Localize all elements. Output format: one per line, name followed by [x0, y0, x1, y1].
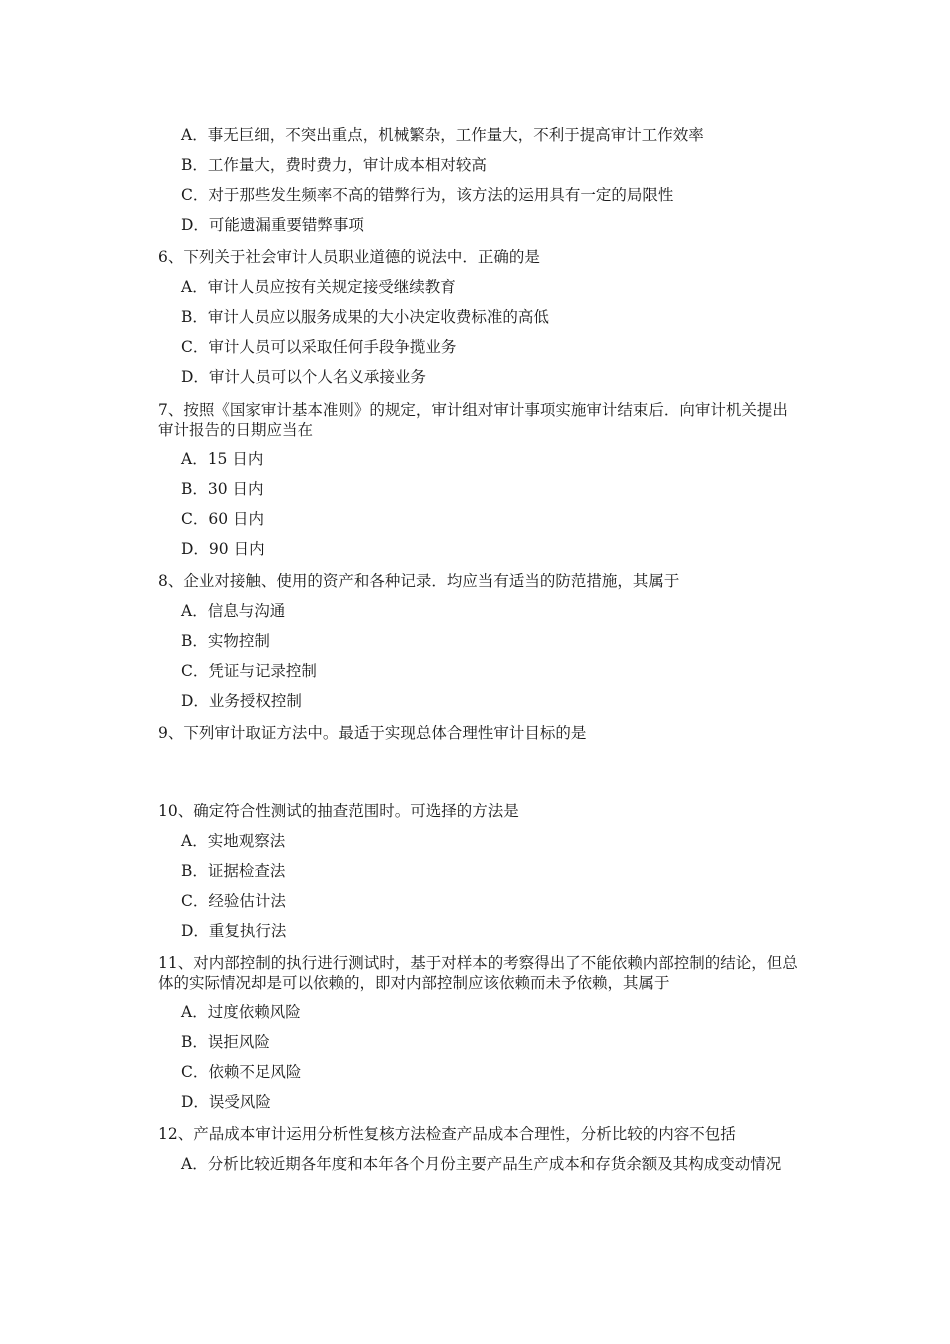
option-line: D．重复执行法 [181, 922, 287, 940]
question-8: 8、企业对接触、使用的资产和各种记录．均应当有适当的防范措施，其属于 [158, 572, 680, 590]
option-line: A．分析比较近期各年度和本年各个月份主要产品生产成本和存货余额及其构成变动情况 [181, 1155, 782, 1173]
option-line: A．15 日内 [181, 450, 264, 468]
option-line: A．实地观察法 [181, 832, 286, 850]
option-line: B．工作量大，费时费力，审计成本相对较高 [181, 156, 487, 174]
option-line: C．经验估计法 [181, 892, 286, 910]
option-line: B．证据检查法 [181, 862, 286, 880]
option-line: A．审计人员应按有关规定接受继续教育 [181, 278, 456, 296]
option-line: D．90 日内 [181, 540, 265, 558]
option-line: B．审计人员应以服务成果的大小决定收费标准的高低 [181, 308, 549, 326]
option-line: A．事无巨细，不突出重点，机械繁杂，工作量大，不利于提高审计工作效率 [181, 126, 704, 144]
option-line: C．审计人员可以采取任何手段争揽业务 [181, 338, 457, 356]
question-6: 6、下列关于社会审计人员职业道德的说法中．正确的是 [158, 248, 540, 266]
question-12: 12、产品成本审计运用分析性复核方法检查产品成本合理性，分析比较的内容不包括 [158, 1125, 736, 1143]
question-7: 7、按照《国家审计基本准则》的规定，审计组对审计事项实施审计结束后．向审计机关提出审计报告的日期应当在 [158, 401, 788, 439]
question-10: 10、确定符合性测试的抽查范围时。可选择的方法是 [158, 802, 519, 820]
option-line: B．30 日内 [181, 480, 264, 498]
option-line: C．60 日内 [181, 510, 265, 528]
option-line: D．业务授权控制 [181, 692, 302, 710]
option-line: A．信息与沟通 [181, 602, 286, 620]
option-line: D．可能遗漏重要错弊事项 [181, 216, 364, 234]
option-line: D．误受风险 [181, 1093, 271, 1111]
option-line: C．对于那些发生频率不高的错弊行为，该方法的运用具有一定的局限性 [181, 186, 674, 204]
option-line: C．依赖不足风险 [181, 1063, 302, 1081]
option-line: B．实物控制 [181, 632, 270, 650]
option-line: D．审计人员可以个人名义承接业务 [181, 368, 426, 386]
question-9: 9、下列审计取证方法中。最适于实现总体合理性审计目标的是 [158, 724, 587, 742]
option-line: B．误拒风险 [181, 1033, 270, 1051]
question-11: 11、对内部控制的执行进行测试时，基于对样本的考察得出了不能依赖内部控制的结论，但总体的实际情况却是可以依赖的，即对内部控制应该依赖而未予依赖，其属于 [158, 954, 798, 992]
option-line: A．过度依赖风险 [181, 1003, 301, 1021]
option-line: C．凭证与记录控制 [181, 662, 317, 680]
